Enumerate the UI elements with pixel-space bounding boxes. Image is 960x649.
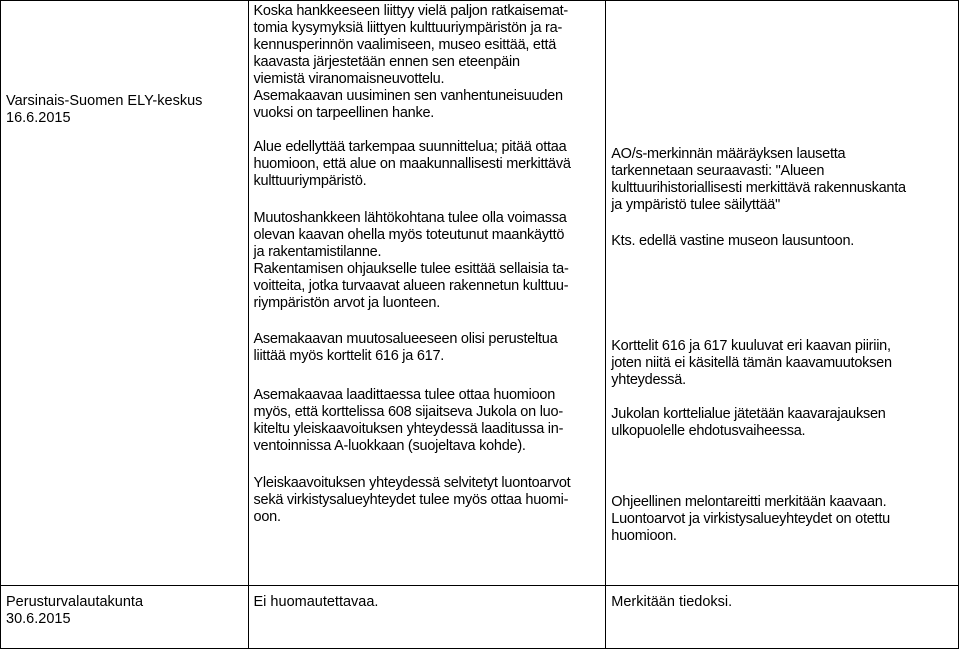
response-paragraph: Korttelit 616 ja 617 kuuluvat eri kaavan piiriin, joten niitä ei käsitellä tämän kaavamuutoksen yhteydessä. [611, 338, 892, 388]
response-paragraph: Merkitään tiedoksi. [611, 594, 733, 610]
organization-cell [1, 1, 249, 586]
comment-paragraph: Asemakaavaa laadittaessa tulee ottaa huomioon myös, että korttelissa 608 sijaitseva Jukola on luo- kiteltu yleiskaavoituksen yhteydessä laaditussa in- ventoinnissa A-luokkaan (suojeltava kohde). [253, 387, 564, 454]
table-row [1, 1, 959, 586]
table-row [1, 586, 959, 649]
comment-paragraph: Koska hankkeeseen liittyy vielä paljon ratkaisemat- tomia kysymyksiä liittyen kulttuuriympäristön ja ra- kennusperinnön vaalimiseen, museo esittää, että kaavasta järjestetään ennen sen eteenpäin viemistä viranomaisneuvottelu. Asemakaavan uusiminen sen vanhentuneisuuden vuoksi on tarpeellinen hanke. [253, 3, 568, 121]
response-cell [606, 1, 959, 586]
organization-name: Varsinais-Suomen ELY-keskus [6, 93, 203, 109]
comment-paragraph: Asemakaavan muutosalueeseen olisi perusteltua liittää myös korttelit 616 ja 617. [253, 331, 558, 364]
comment-paragraph: Yleiskaavoituksen yhteydessä selvitetyt luontoarvot sekä virkistysalueyhteydet tulee myös ottaa huomi- oon. [253, 475, 571, 525]
organization-name: Perusturvalautakunta [6, 594, 144, 610]
response-paragraph: Jukolan korttelialue jätetään kaavarajauksen ulkopuolelle ehdotusvaiheessa. [611, 406, 886, 439]
response-paragraph: Ohjeellinen melontareitti merkitään kaavaan. Luontoarvot ja virkistysalueyhteydet on otettu huomioon. [611, 494, 890, 544]
comment-paragraph: Alue edellyttää tarkempaa suunnittelua; pitää ottaa huomioon, että alue on maakunnallisesti merkittävä kulttuuriympäristö. [253, 139, 571, 189]
response-cell [606, 586, 959, 649]
statement-date: 16.6.2015 [6, 110, 71, 126]
statement-date: 30.6.2015 [6, 611, 71, 627]
comment-cell [248, 586, 606, 649]
comment-paragraph: Ei huomautettavaa. [253, 594, 379, 610]
organization-cell [1, 586, 249, 649]
comment-cell [248, 1, 606, 586]
response-paragraph: Kts. edellä vastine museon lausuntoon. [611, 233, 855, 249]
comment-paragraph: Muutoshankkeen lähtökohtana tulee olla voimassa olevan kaavan ohella myös toteutunut maankäyttö ja rakentamistilanne. Rakentamisen ohjaukselle tulee esittää sellaisia ta- voitteita, jotka turvaavat alueen rakennetun kulttuu- riympäristön arvot ja luonteen. [253, 210, 569, 311]
response-paragraph: AO/s-merkinnän määräyksen lausetta tarkennetaan seuraavasti: "Alueen kulttuurihistoriallisesti merkittävä rakennuskanta ja ympäristö tulee säilyttää" [611, 146, 906, 213]
